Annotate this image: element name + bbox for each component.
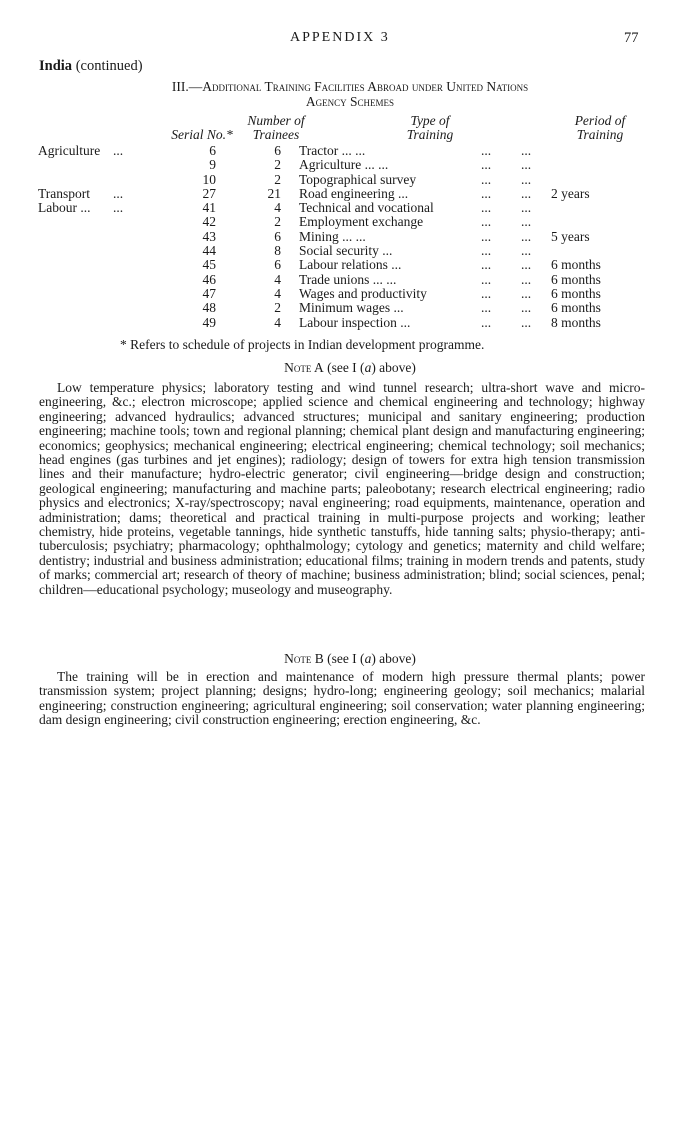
- row-leader: ...: [481, 157, 492, 173]
- row-serial-no: 42: [202, 214, 216, 230]
- row-leader: ...: [481, 257, 492, 273]
- row-leader: ...: [481, 171, 492, 187]
- row-serial-no: 44: [202, 243, 216, 259]
- row-period: [551, 244, 621, 258]
- row-leader: ...: [521, 257, 532, 273]
- row-period: 6 months: [551, 271, 601, 287]
- row-serial-no: 45: [202, 257, 216, 273]
- row-leader: ...: [481, 214, 492, 230]
- row-trainees: 4: [274, 271, 281, 287]
- row-period: 8 months: [551, 314, 601, 330]
- section-title: [90, 79, 610, 109]
- row-category-leader: ...: [113, 200, 124, 216]
- table-row: [38, 201, 621, 215]
- row-category: [38, 273, 113, 287]
- row-leader: ...: [481, 243, 492, 259]
- row-category: [38, 301, 113, 315]
- training-table: [38, 144, 621, 330]
- row-category: Labour ...: [38, 200, 91, 216]
- row-trainees: 6: [274, 257, 281, 273]
- row-leader: ...: [481, 300, 492, 316]
- row-leader: ...: [481, 228, 492, 244]
- row-category-leader: [113, 173, 168, 187]
- row-category: [38, 244, 113, 258]
- header-type: Type of Training: [406, 113, 454, 142]
- row-trainees: 2: [274, 171, 281, 187]
- country-heading: [39, 58, 143, 75]
- row-trainees: 21: [267, 185, 281, 201]
- row-leader: ...: [481, 185, 492, 201]
- row-serial-no: 47: [202, 285, 216, 301]
- row-leader: ...: [481, 314, 492, 330]
- row-category-leader: [113, 230, 168, 244]
- row-category: Transport: [38, 185, 91, 201]
- row-category: [38, 287, 113, 301]
- row-training-type: Tractor ... ...: [299, 143, 366, 158]
- row-category-leader: [113, 158, 168, 172]
- row-category-leader: [113, 316, 168, 330]
- table-row: [38, 173, 621, 187]
- row-trainees: 6: [274, 143, 281, 158]
- running-title: APPENDIX 3: [290, 30, 390, 45]
- row-training-type: Road engineering ...: [299, 185, 409, 201]
- row-serial-no: 43: [202, 228, 216, 244]
- row-serial-no: 49: [202, 314, 216, 330]
- header-trainees: Number of Trainees: [247, 113, 305, 142]
- row-period: [551, 215, 621, 229]
- row-category-leader: [113, 215, 168, 229]
- row-leader: ...: [521, 214, 532, 230]
- table-row: [38, 273, 621, 287]
- row-training-type: Mining ... ...: [299, 228, 366, 244]
- row-category: [38, 316, 113, 330]
- note-b-body: The training will be in erection and maintenance of modern high pressure thermal plants; power transmission system; project planning; designs; hydro-long; engineering geology; soil mechanics; malarial engineering; construction engineering; agricultural engineering; soil conservation; water planning engineering; dam design engineering; civil construction engineering; erection engineering, &c.: [39, 669, 645, 728]
- row-serial-no: 41: [202, 200, 216, 216]
- row-category: [38, 215, 113, 229]
- section-title-line1: III.—Additional Training Facilities Abroad under United Nations: [171, 79, 529, 94]
- row-period: 6 months: [551, 257, 601, 273]
- row-category-leader: [113, 273, 168, 287]
- row-period: 6 months: [551, 300, 601, 316]
- table-row: [38, 230, 621, 244]
- country-name: India: [39, 58, 73, 74]
- row-leader: ...: [521, 271, 532, 287]
- note-b-title: Note B (see I (a) above): [284, 651, 416, 666]
- row-trainees: 6: [274, 228, 281, 244]
- row-leader: ...: [521, 171, 532, 187]
- row-category-leader: [113, 301, 168, 315]
- row-category-leader: ...: [113, 185, 124, 201]
- note-a-title: Note A (see I (a) above): [284, 360, 416, 375]
- row-leader: ...: [481, 200, 492, 216]
- row-period: [551, 158, 621, 172]
- row-period: [551, 201, 621, 215]
- row-period: 6 months: [551, 285, 601, 301]
- row-leader: ...: [481, 271, 492, 287]
- row-training-type: Labour inspection ...: [299, 314, 411, 330]
- row-period: 5 years: [551, 228, 590, 244]
- table-row: [38, 244, 621, 258]
- row-leader: ...: [521, 200, 532, 216]
- row-trainees: 2: [274, 300, 281, 316]
- table-row: [38, 187, 621, 201]
- row-leader: ...: [521, 243, 532, 259]
- row-training-type: Minimum wages ...: [299, 300, 404, 316]
- row-category: [38, 258, 113, 272]
- row-trainees: 2: [274, 214, 281, 230]
- note-a-body: Low temperature physics; laboratory testing and wind tunnel research; ultra-short wave and micro-engineering, &c.; electron microscope; applied science and chemical engineering and technology; highway engineering; advanced hydraulics; advanced structures; municipal and sanitary engineering; production engineering; machine tools; town and regional planning; chemical plant design and manufacturing engineering; economics; geophysics; mechanical engineering; electrical engineering; chemical technology; soil mechanics; head engines (gas turbines and jet engines); radiology; design of towers for extra high tension transmission lines and their manufacture; hydro-electric generator; civil engineering—bridge design and construction; geological engineering; manufacturing and machine parts; paleobotany; research electrical engineering; radio physics and electronics; X-ray/spectroscopy; naval engineering; road equipments, maintenance, operation and administration; dams; theoretical and practical training in multi-purpose projects and working; leather chemistry, hide proteins, vegetable tannings, hide synthetic tanstuffs, hide tanning salts; physio-therapy; anti-tuberculosis; psychiatry; pharmacology; ophthalmology; cytology and genetics; maternity and child welfare; dentistry; industrial and business administration; educational films; training in modern trends and patents, study of marks; commercial art; research of theory of machine; business administration; blind; social sciences, penal; children—educational psychology; museology and museography.: [39, 380, 645, 597]
- table-row: [38, 301, 621, 315]
- page-number: 77: [624, 30, 639, 46]
- header-serial: Serial No.*: [171, 127, 233, 142]
- row-serial-no: 27: [202, 185, 216, 201]
- country-suffix: (continued): [75, 58, 143, 74]
- footnote: * Refers to schedule of projects in Indian development programme.: [120, 337, 485, 352]
- row-training-type: Trade unions ... ...: [299, 271, 397, 287]
- row-leader: ...: [521, 285, 532, 301]
- row-training-type: Topographical survey: [299, 171, 417, 187]
- row-leader: ...: [481, 285, 492, 301]
- row-category: [38, 158, 113, 172]
- row-training-type: Agriculture ... ...: [299, 157, 389, 173]
- row-training-type: Labour relations ...: [299, 257, 402, 273]
- row-category: [38, 173, 113, 187]
- row-category-leader: ...: [113, 143, 124, 158]
- row-leader: ...: [521, 314, 532, 330]
- row-leader: ...: [521, 185, 532, 201]
- row-period: 2 years: [551, 185, 590, 201]
- row-leader: ...: [521, 300, 532, 316]
- table-row: [38, 316, 621, 330]
- row-leader: ...: [521, 143, 532, 158]
- row-leader: ...: [521, 228, 532, 244]
- training-table-body: [38, 144, 621, 330]
- row-serial-no: 6: [209, 143, 216, 158]
- row-training-type: Wages and productivity: [299, 285, 427, 301]
- row-trainees: 4: [274, 200, 281, 216]
- row-training-type: Technical and vocational: [299, 200, 434, 216]
- row-training-type: Employment exchange: [299, 214, 424, 230]
- row-trainees: 8: [274, 243, 281, 259]
- header-period: Period of Training: [574, 113, 626, 142]
- row-category-leader: [113, 287, 168, 301]
- row-trainees: 2: [274, 157, 281, 173]
- row-category-leader: [113, 244, 168, 258]
- row-training-type: Social security ...: [299, 243, 393, 259]
- row-period: [551, 144, 621, 158]
- row-period: [551, 173, 621, 187]
- table-row: [38, 258, 621, 272]
- row-serial-no: 9: [209, 157, 216, 173]
- row-serial-no: 48: [202, 300, 216, 316]
- row-category-leader: [113, 258, 168, 272]
- row-serial-no: 46: [202, 271, 216, 287]
- table-row: [38, 144, 621, 158]
- row-trainees: 4: [274, 285, 281, 301]
- section-title-line2: Agency Schemes: [305, 94, 395, 109]
- table-row: [38, 287, 621, 301]
- row-trainees: 4: [274, 314, 281, 330]
- row-category: [38, 230, 113, 244]
- row-leader: ...: [481, 143, 492, 158]
- row-category: Agriculture: [38, 143, 101, 158]
- row-leader: ...: [521, 157, 532, 173]
- table-row: [38, 158, 621, 172]
- row-serial-no: 10: [202, 171, 216, 187]
- table-row: [38, 215, 621, 229]
